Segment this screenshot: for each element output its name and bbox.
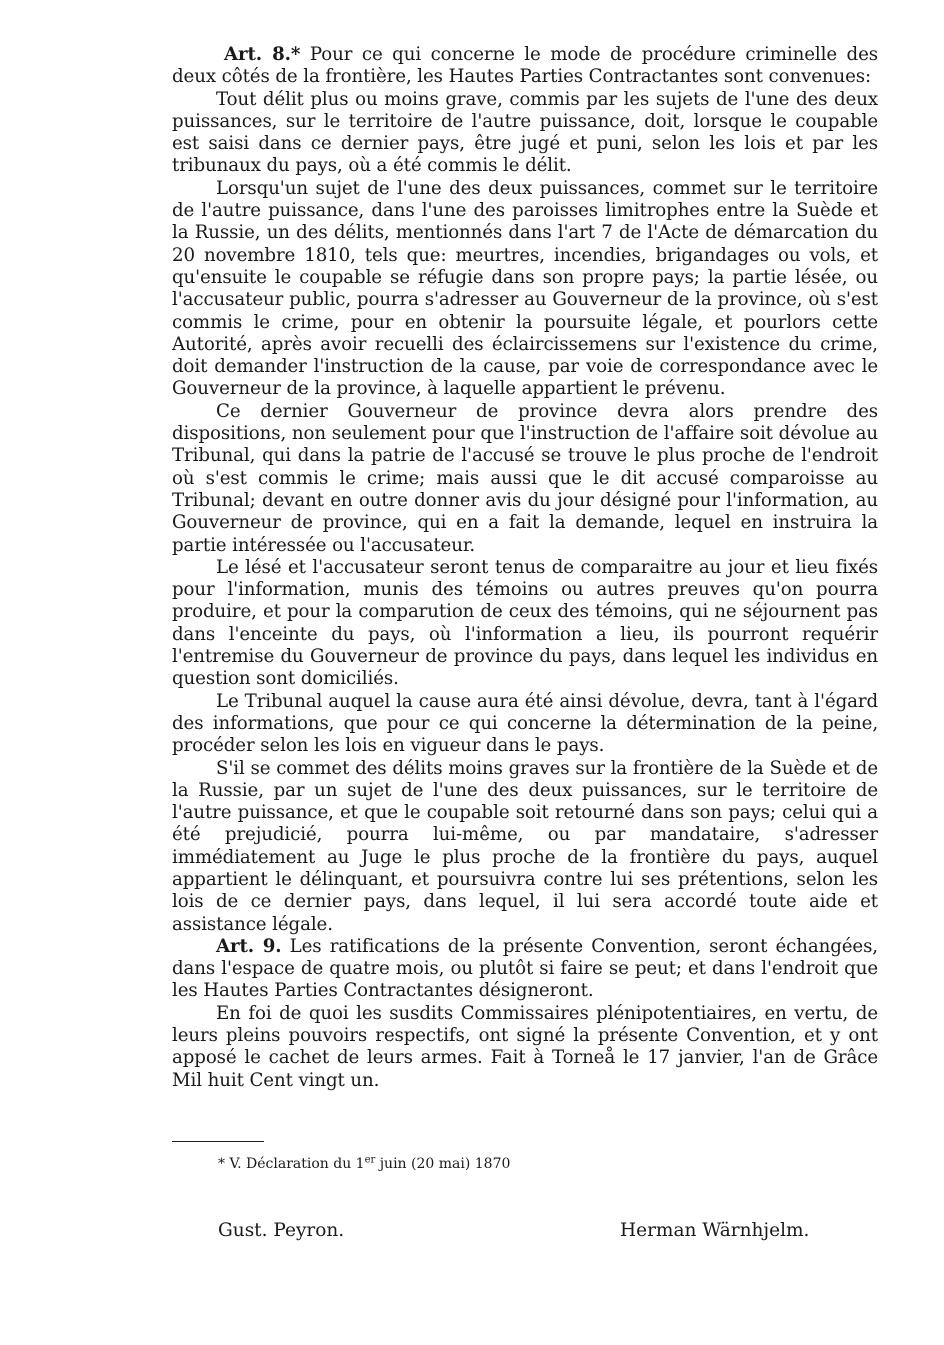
paragraph-5: Le lésé et l'accusateur seront tenus de comparaitre au jour et lieu fixés pour l'information, munis des témoins ou autres preuves qu'on pourra produire, et pour la comparution de ceux des témoins, qui ne séjournent pas dans l'enceinte du pays, où l'information a lieu, ils pourront requérir l'entremise du Gouverneur de province du pays, dans lequel les individus en question sont domiciliés. [172, 556, 878, 690]
article-8-text: Pour ce qui concerne le mode de procédure criminelle des deux côtés de la frontière, les Hautes Parties Contractantes sont convenues: [172, 44, 878, 88]
footnote-text-end: juin (20 mai) 1870 [375, 1156, 511, 1172]
footnote [218, 1155, 510, 1173]
closing-paragraph: En foi de quoi les susdits Commissaires plénipotentiaires, en vertu, de leurs pleins pouvoirs respectifs, ont signé la présente Convention, et y ont apposé le cachet de leurs armes. Fait à Torneå le 17 janvier, l'an de Grâce Mil huit Cent vingt un. [172, 1002, 878, 1091]
article-9-text: Les ratifications de la présente Convention, seront échangées, dans l'espace de quatre mois, ou plutôt si faire se peut; et dans l'endroit que les Hautes Parties Contractantes désigneront. [172, 935, 878, 1002]
paragraph-2: Tout délit plus ou moins grave, commis par les sujets de l'une des deux puissances, sur le territoire de l'autre puissance, doit, lorsque le coupable est saisi dans ce dernier pays, être jugé et puni, selon les lois et par les tribunaux du pays, où a été commis le délit. [172, 88, 878, 177]
paragraph-3: Lorsqu'un sujet de l'une des deux puissances, commet sur le territoire de l'autre puissance, dans l'une des paroisses limitrophes entre la Suède et la Russie, un des délits, mentionnés dans l'art 7 de l'Acte de démarcation du 20 novembre 1810, tels que: meurtres, incendies, brigandages ou vols, et qu'ensuite le coupable se réfugie dans son propre pays; la partie lésée, ou l'accusateur public, pourra s'adresser au Gouverneur de la province, où s'est commis le crime, pour en obtenir la poursuite légale, et pourlors cette Autorité, après avoir recuelli des éclaircissemens sur l'existence du crime, doit demander l'instruction de la cause, par voie de correspondance avec le Gouverneur de la province, à laquelle appartient le prévenu. [172, 177, 878, 400]
article-9-paragraph [172, 936, 878, 1003]
footnote-superscript: er [364, 1154, 376, 1166]
article-8-label: Art. 8.* [224, 44, 301, 65]
document-body [172, 44, 878, 1092]
footnote-divider [172, 1141, 264, 1142]
paragraph-6: Le Tribunal auquel la cause aura été ainsi dévolue, devra, tant à l'égard des informations, que pour ce qui concerne la détermination de la peine, procéder selon les lois en vigueur dans le pays. [172, 690, 878, 757]
signature-left: Gust. Peyron. [218, 1220, 345, 1241]
paragraph-7: S'il se commet des délits moins graves sur la frontière de la Suède et de la Russie, par un sujet de l'une des deux puissances, sur le territoire de l'autre puissance, et que le coupable soit retourné dans son pays; celui qui a été prejudicié, pourra lui-même, ou par mandataire, s'adresser immédiatement au Juge le plus proche de la frontière du pays, auquel appartient le délinquant, et poursuivra contre lui ses prétentions, selon les lois de ce dernier pays, dans lequel, il lui sera accordé toute aide et assistance légale. [172, 757, 878, 935]
article-9-label: Art. 9. [216, 935, 282, 957]
footnote-text-start: * V. Déclaration du 1 [218, 1156, 365, 1172]
signature-right: Herman Wärnhjelm. [620, 1220, 810, 1241]
article-8-paragraph [172, 44, 878, 89]
paragraph-4: Ce dernier Gouverneur de province devra alors prendre des dispositions, non seulement pour que l'instruction de l'affaire soit dévolue au Tribunal, qui dans la patrie de l'accusé se trouve le plus proche de l'endroit où s'est commis le crime; mais aussi que le dit accusé comparoisse au Tribunal; devant en outre donner avis du jour désigné pour l'information, au Gouverneur de province, qui en a fait la demande, lequel en instruira la partie intéressée ou l'accusateur. [172, 400, 878, 556]
